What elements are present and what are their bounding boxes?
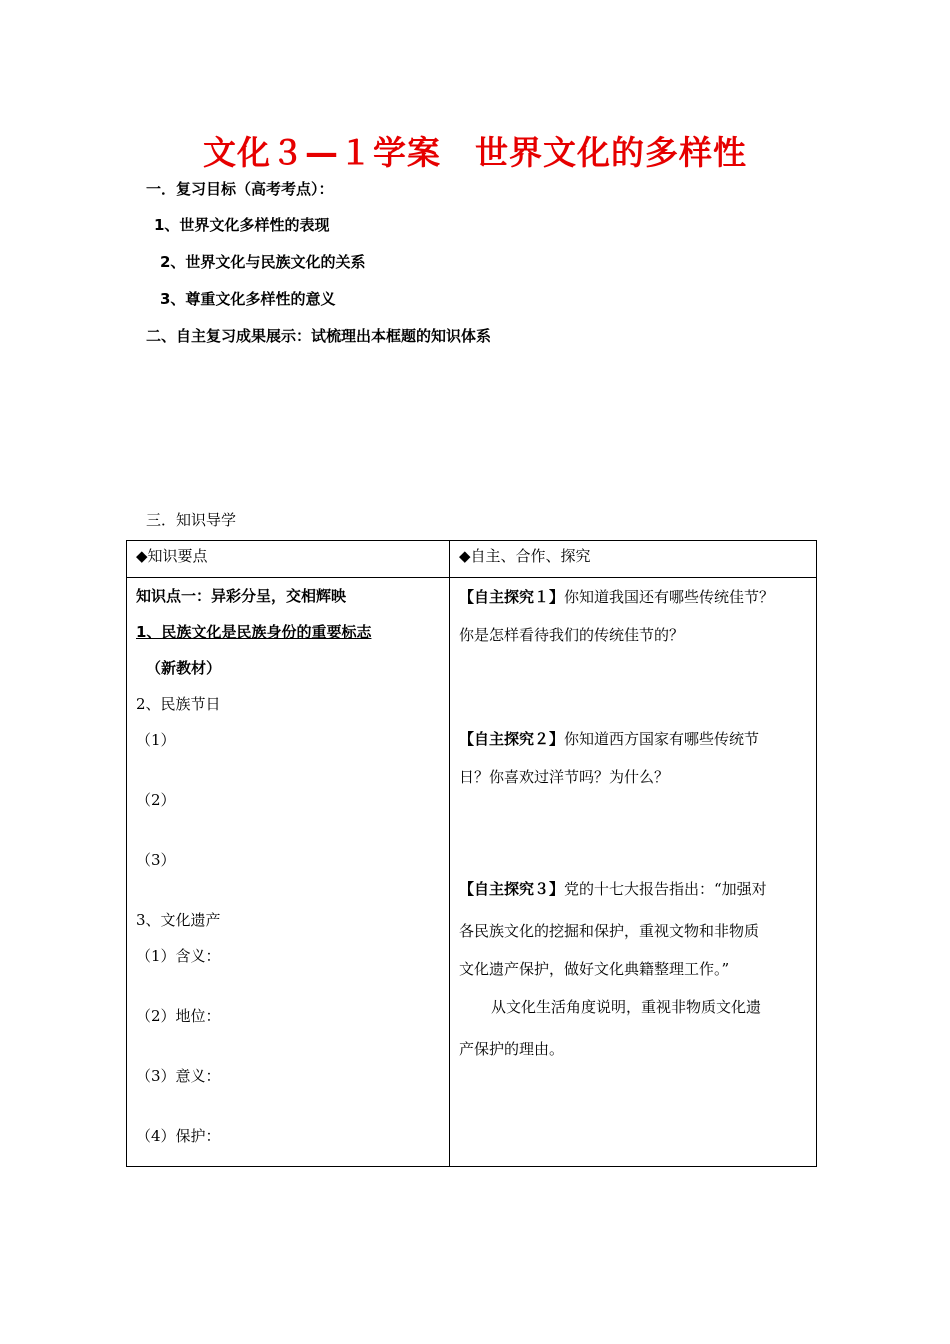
- item2-sub-1: （1）: [136, 731, 176, 749]
- inquiry-3-text-a: 党的十七大报告指出：“加强对: [564, 880, 767, 898]
- knowledge-column: [127, 578, 450, 1167]
- item3-heritage: 3、文化遗产: [136, 911, 221, 929]
- inquiry-1-text-b: 你是怎样看待我们的传统佳节的？: [459, 626, 685, 644]
- inquiry-3-text-e: 产保护的理由。: [459, 1040, 565, 1058]
- item3-sub-1: （1）含义：: [136, 947, 221, 965]
- item2-sub-3: （3）: [136, 851, 176, 869]
- table-body-row: [127, 578, 817, 1167]
- header-inquiry: ◆自主、合作、探究: [450, 541, 817, 578]
- item3-sub-2: （2）地位：: [136, 1007, 221, 1025]
- page-title: 文化３—１学案 世界文化的多样性: [203, 133, 747, 172]
- section2-heading: 二、自主复习成果展示：试梳理出本框题的知识体系: [146, 327, 492, 345]
- item3-sub-4: （4）保护：: [136, 1127, 221, 1145]
- inquiry-3-text-b: 各民族文化的挖掘和保护，重视文物和非物质: [459, 922, 760, 940]
- review-goal-3: 3、尊重文化多样性的意义: [160, 290, 336, 308]
- inquiry-column: [450, 578, 817, 1167]
- inquiry-3: [459, 870, 807, 908]
- inquiry-1-text-a: 你知道我国还有哪些传统佳节？: [564, 588, 775, 606]
- inquiry-2-tag: 【自主探究２】: [459, 730, 565, 748]
- point1-title: 知识点一：异彩分呈，交相辉映: [136, 587, 347, 605]
- review-goal-2: 2、世界文化与民族文化的关系: [160, 253, 366, 271]
- item2-festivals: 2、民族节日: [136, 695, 221, 713]
- inquiry-2-text-a: 你知道西方国家有哪些传统节: [564, 730, 760, 748]
- inquiry-3-text-c: 文化遗产保护，做好文化典籍整理工作。”: [459, 960, 730, 978]
- review-goal-1: 1、世界文化多样性的表现: [154, 216, 330, 234]
- inquiry-1-tag: 【自主探究１】: [459, 588, 565, 606]
- item1-note: （新教材）: [146, 659, 222, 677]
- section1-heading: 一．复习目标（高考考点）：: [146, 180, 334, 198]
- item1-national-identity: 1、民族文化是民族身份的重要标志: [136, 623, 372, 641]
- inquiry-3-tag: 【自主探究３】: [459, 880, 565, 898]
- item3-sub-3: （3）意义：: [136, 1067, 221, 1085]
- section3-heading: 三．知识导学: [146, 511, 237, 529]
- table-header-row: [127, 541, 817, 578]
- item2-sub-2: （2）: [136, 791, 176, 809]
- header-knowledge-points: ◆知识要点: [127, 541, 450, 578]
- inquiry-2: [459, 720, 807, 758]
- inquiry-3-text-d: 从文化生活角度说明，重视非物质文化遗: [491, 998, 762, 1016]
- knowledge-table: [126, 540, 817, 1167]
- inquiry-2-text-b: 日？你喜欢过洋节吗？为什么？: [459, 768, 670, 786]
- inquiry-1: [459, 578, 807, 616]
